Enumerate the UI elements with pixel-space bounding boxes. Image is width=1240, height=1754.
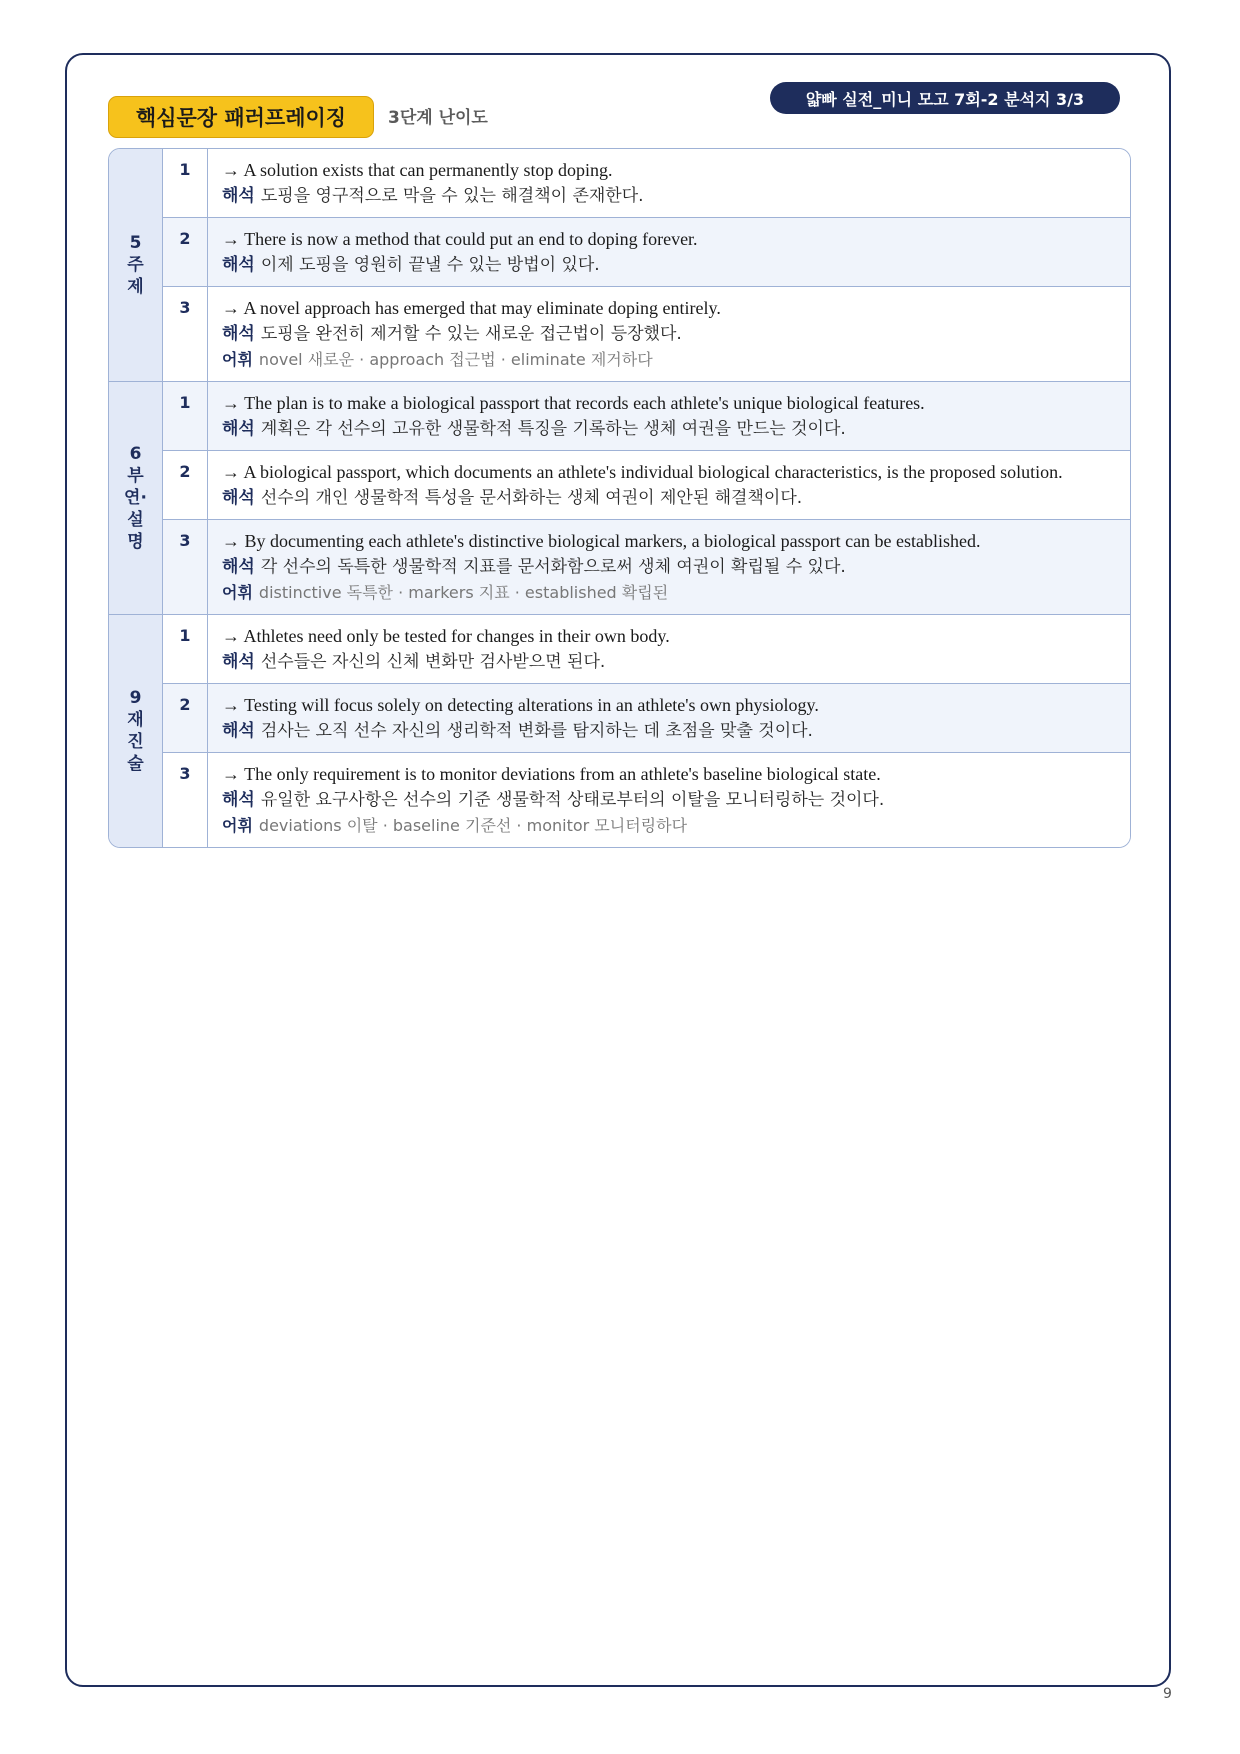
translation-tag: 해석 (222, 790, 255, 810)
paraphrase-sentence: → There is now a method that could put an end to doping forever. (222, 229, 698, 249)
group-number: 5 (129, 233, 142, 253)
group-label-char: 명 (127, 532, 144, 552)
vocab-text: novel 새로운 · approach 접근법 · eliminate 제거하다 (258, 350, 653, 369)
translation-line (222, 416, 1118, 442)
row-number: 2 (163, 684, 208, 752)
group-label-char: 진 (127, 732, 144, 752)
translation-text: 선수의 개인 생물학적 특성을 문서화하는 생체 여권이 제안된 해결책이다. (260, 488, 803, 508)
group-label-char: 주 (127, 255, 144, 275)
group-label-char: 재 (127, 710, 144, 730)
table-row (163, 683, 1130, 752)
row-number: 2 (163, 451, 208, 519)
row-content (208, 287, 1130, 381)
row-number: 1 (163, 615, 208, 683)
translation-line (222, 485, 1118, 511)
translation-text: 도핑을 완전히 제거할 수 있는 새로운 접근법이 등장했다. (260, 324, 682, 344)
translation-tag: 해석 (222, 488, 255, 508)
group-number: 9 (129, 688, 142, 708)
vocab-line (222, 347, 1118, 373)
translation-line (222, 321, 1118, 347)
translation-text: 계획은 각 선수의 고유한 생물학적 특징을 기록하는 생체 여권을 만드는 것이다. (260, 419, 846, 439)
translation-line (222, 252, 1118, 278)
table-row (163, 519, 1130, 614)
vocab-tag: 어휘 (222, 350, 253, 369)
table-row (163, 752, 1130, 847)
paraphrase-sentence: → The only requirement is to monitor deviations from an athlete's baseline biological state. (222, 764, 881, 784)
group-number: 6 (129, 444, 142, 464)
paraphrase-group (109, 614, 1130, 847)
translation-line (222, 718, 1118, 744)
translation-line (222, 649, 1118, 675)
table-row (163, 615, 1130, 683)
translation-line (222, 183, 1118, 209)
row-content (208, 520, 1130, 614)
row-content (208, 684, 1130, 752)
section-title-badge: 핵심문장 패러프레이징 (108, 96, 374, 138)
translation-tag: 해석 (222, 721, 255, 741)
row-number: 3 (163, 287, 208, 381)
group-label-char: 설 (127, 510, 144, 530)
table-row (163, 149, 1130, 217)
group-label (109, 382, 163, 614)
page-number: 9 (1163, 1686, 1172, 1702)
paraphrase-sentence: → Testing will focus solely on detecting alterations in an athlete's own physiology. (222, 695, 819, 715)
translation-tag: 해석 (222, 557, 255, 577)
row-content (208, 149, 1130, 217)
difficulty-label: 3단계 난이도 (388, 108, 488, 128)
translation-line (222, 554, 1118, 580)
group-label-char: 술 (127, 754, 144, 774)
group-label (109, 149, 163, 381)
row-number: 2 (163, 218, 208, 286)
row-number: 3 (163, 753, 208, 847)
row-number: 1 (163, 149, 208, 217)
vocab-text: deviations 이탈 · baseline 기준선 · monitor 모니터링하다 (258, 816, 688, 835)
row-number: 1 (163, 382, 208, 450)
translation-tag: 해석 (222, 419, 255, 439)
row-content (208, 451, 1130, 519)
group-label-char: 연· (124, 488, 147, 508)
row-content (208, 382, 1130, 450)
paraphrase-sentence: → A solution exists that can permanently stop doping. (222, 160, 613, 180)
translation-tag: 해석 (222, 324, 255, 344)
paraphrase-sentence: → A novel approach has emerged that may eliminate doping entirely. (222, 298, 721, 318)
translation-line (222, 787, 1118, 813)
paraphrase-sentence: → The plan is to make a biological passport that records each athlete's unique biological features. (222, 393, 925, 413)
vocab-text: distinctive 독특한 · markers 지표 · established 확립된 (258, 583, 669, 602)
group-label-char: 부 (127, 466, 144, 486)
row-content (208, 615, 1130, 683)
paraphrase-group (109, 149, 1130, 381)
translation-text: 검사는 오직 선수 자신의 생리학적 변화를 탐지하는 데 초점을 맞출 것이다. (260, 721, 813, 741)
vocab-line (222, 813, 1118, 839)
translation-tag: 해석 (222, 652, 255, 672)
translation-tag: 해석 (222, 186, 255, 206)
translation-text: 각 선수의 독특한 생물학적 지표를 문서화함으로써 생체 여권이 확립될 수 있다. (260, 557, 846, 577)
row-content (208, 753, 1130, 847)
paraphrase-table (108, 148, 1131, 848)
group-label (109, 615, 163, 847)
paraphrase-group (109, 381, 1130, 614)
paraphrase-sentence: → By documenting each athlete's distinctive biological markers, a biological passport can be established. (222, 531, 981, 551)
table-row (163, 286, 1130, 381)
row-number: 3 (163, 520, 208, 614)
paraphrase-sentence: → Athletes need only be tested for changes in their own body. (222, 626, 670, 646)
translation-text: 유일한 요구사항은 선수의 기준 생물학적 상태로부터의 이탈을 모니터링하는 것이다. (260, 790, 885, 810)
translation-text: 도핑을 영구적으로 막을 수 있는 해결책이 존재한다. (260, 186, 644, 206)
table-row (163, 217, 1130, 286)
table-row (163, 450, 1130, 519)
row-content (208, 218, 1130, 286)
table-row (163, 382, 1130, 450)
paraphrase-sentence: → A biological passport, which documents an athlete's individual biological characteristics, is the proposed solution. (222, 462, 1063, 482)
group-label-char: 제 (127, 277, 144, 297)
translation-tag: 해석 (222, 255, 255, 275)
source-badge: 얇빠 실전_미니 모고 7회-2 분석지 3/3 (770, 82, 1120, 114)
vocab-line (222, 580, 1118, 606)
vocab-tag: 어휘 (222, 583, 253, 602)
vocab-tag: 어휘 (222, 816, 253, 835)
translation-text: 선수들은 자신의 신체 변화만 검사받으면 된다. (260, 652, 606, 672)
translation-text: 이제 도핑을 영원히 끝낼 수 있는 방법이 있다. (260, 255, 600, 275)
